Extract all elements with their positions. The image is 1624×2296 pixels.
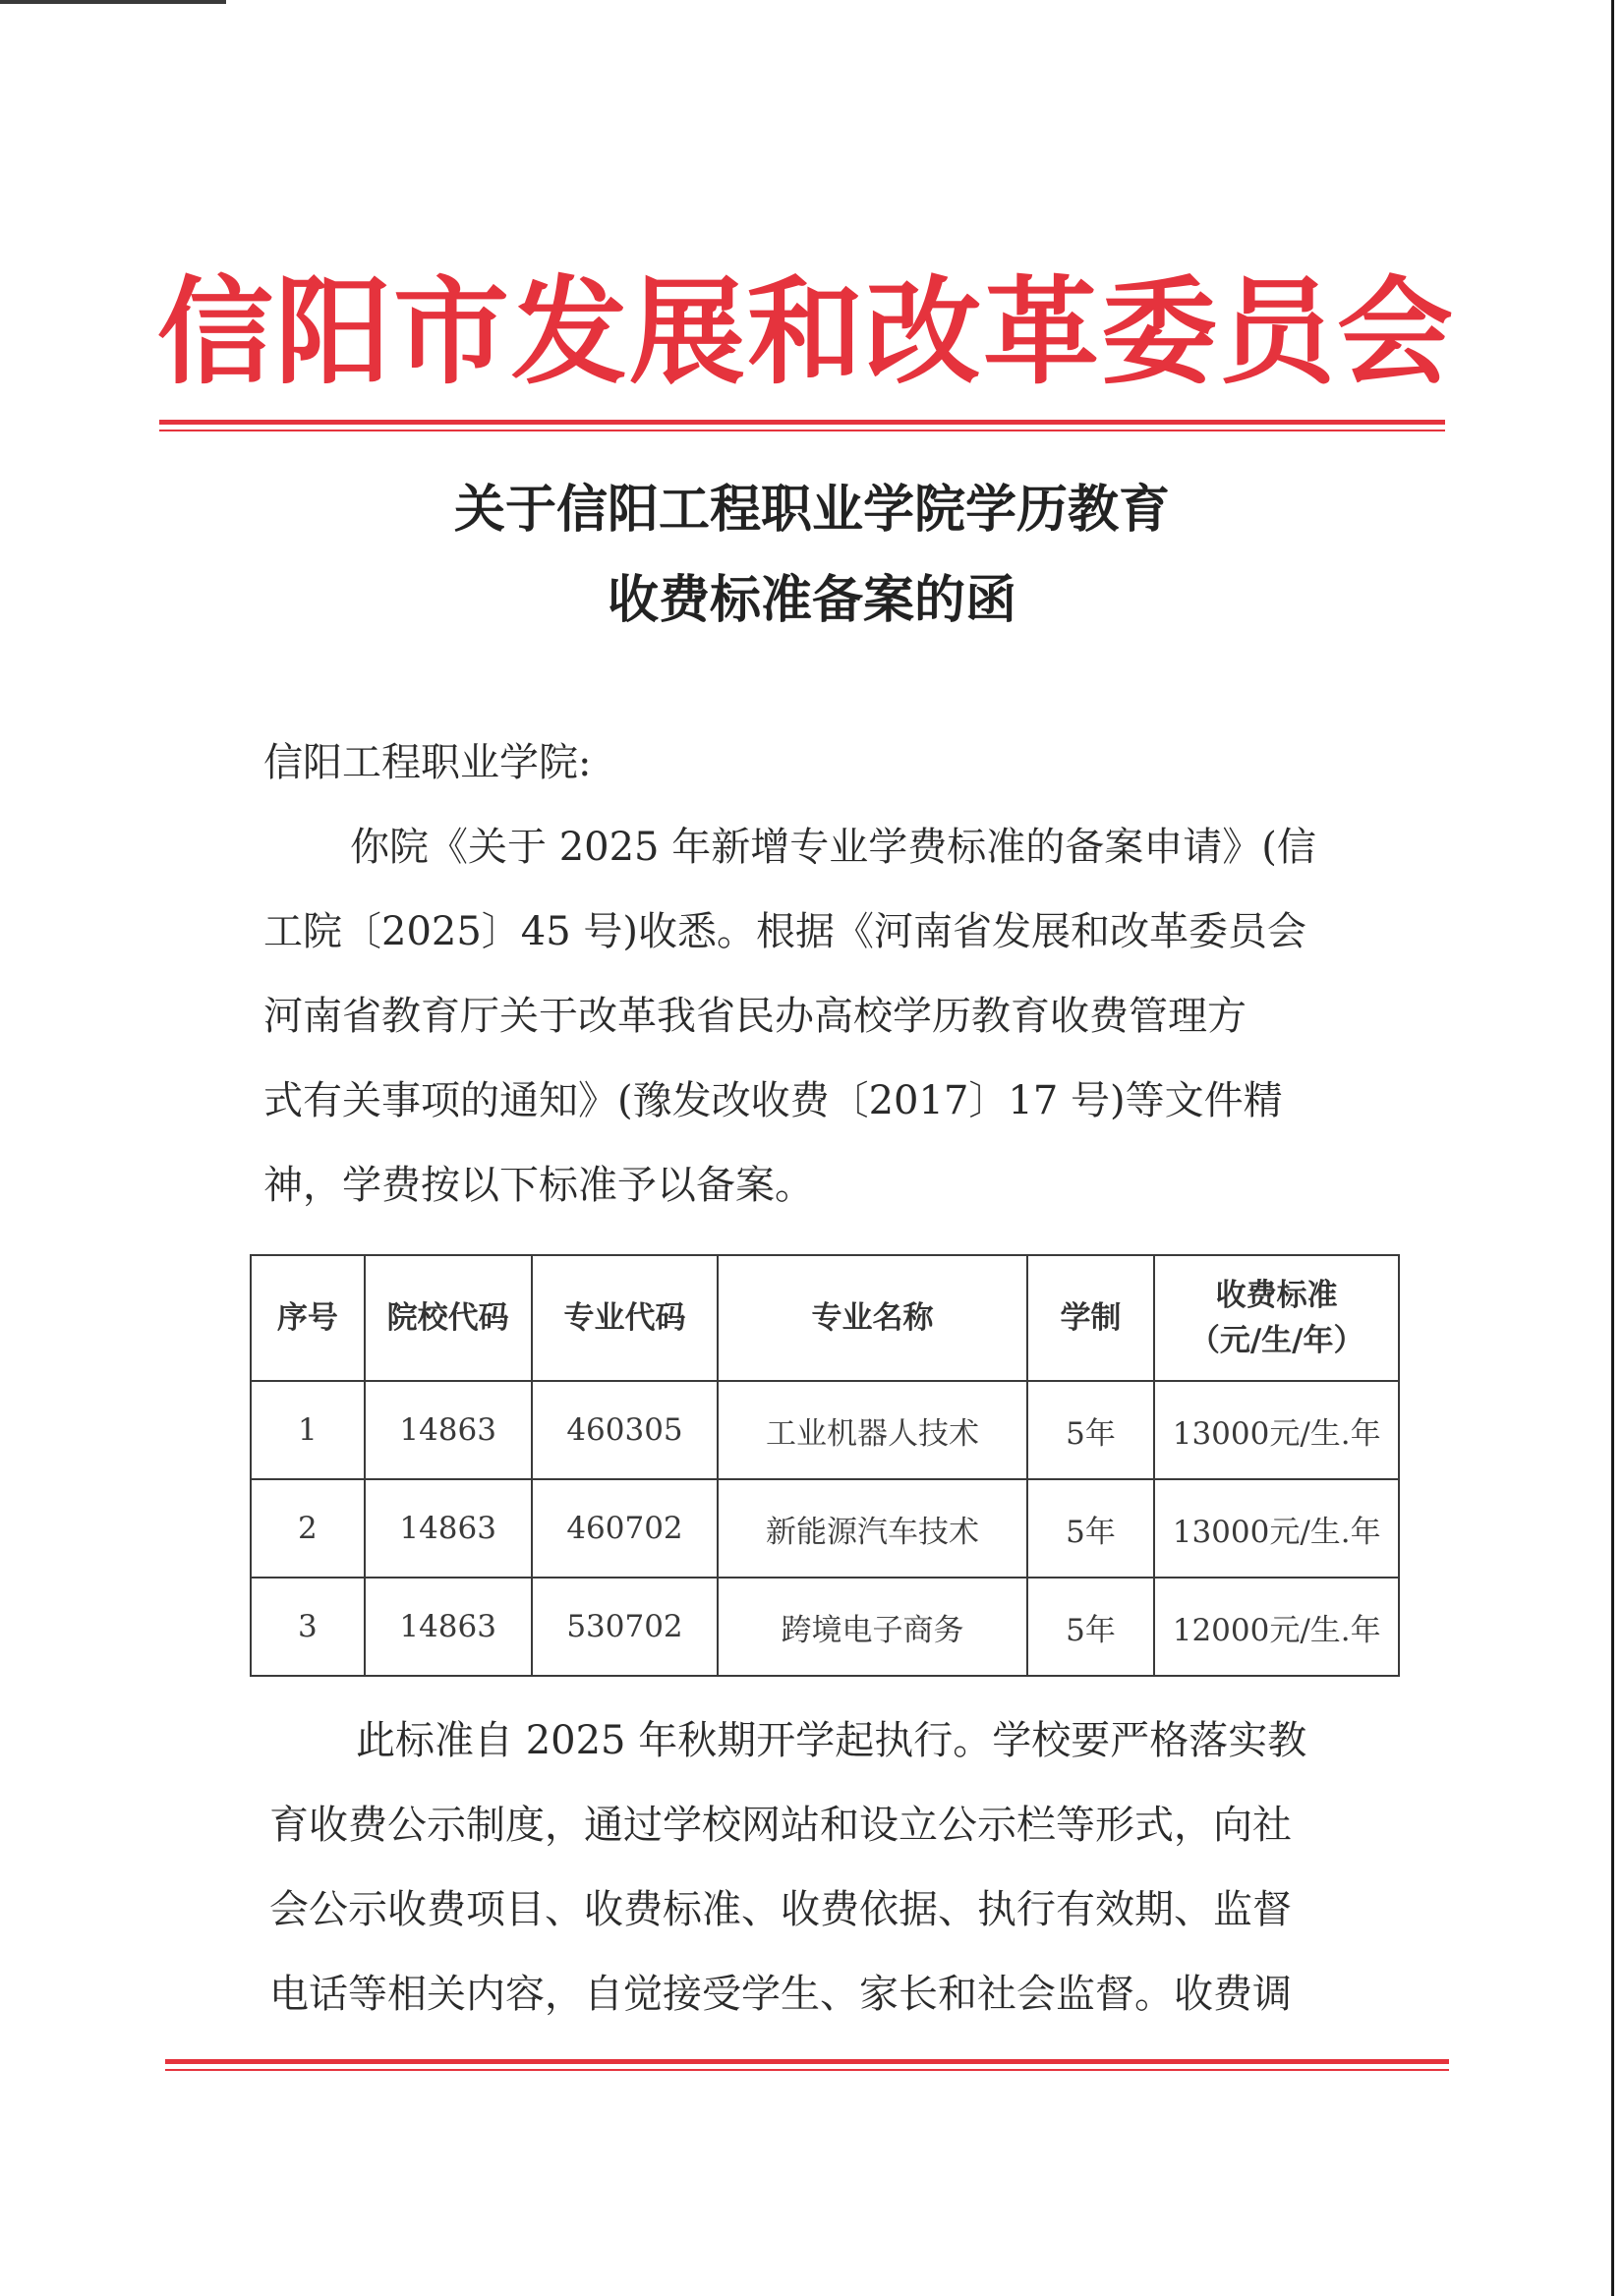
- table-row: [251, 1381, 1399, 1479]
- paragraph-1-line: 式有关事项的通知》(豫发改收费〔2017〕17 号)等文件精: [263, 1078, 1283, 1123]
- cell-school-code: 14863: [365, 1381, 532, 1479]
- paragraph-2-line: 育收费公示制度，通过学校网站和设立公示栏等形式，向社: [269, 1803, 1292, 1848]
- cell-major-name: 跨境电子商务: [718, 1578, 1026, 1676]
- cell-seq: 3: [251, 1578, 365, 1676]
- cell-fee: 13000元/生.年: [1154, 1479, 1399, 1578]
- cell-fee: 12000元/生.年: [1154, 1578, 1399, 1676]
- header-red-rule: [159, 420, 1445, 425]
- cell-fee: 13000元/生.年: [1154, 1381, 1399, 1479]
- header-major-code: 专业代码: [532, 1255, 719, 1381]
- fee-standard-table: [250, 1254, 1400, 1677]
- header-seq: 序号: [251, 1255, 365, 1381]
- table-row: [251, 1479, 1399, 1578]
- header-duration: 学制: [1027, 1255, 1155, 1381]
- footer-red-rule: [165, 2059, 1449, 2064]
- scan-edge-top: [0, 0, 226, 4]
- cell-major-code: 460305: [532, 1381, 719, 1479]
- paragraph-1-line: 你院《关于 2025 年新增专业学费标准的备案申请》(信: [350, 825, 1316, 870]
- cell-duration: 5年: [1027, 1479, 1155, 1578]
- paragraph-2-line: 会公示收费项目、收费标准、收费依据、执行有效期、监督: [269, 1887, 1292, 1932]
- header-major-name: 专业名称: [718, 1255, 1026, 1381]
- cell-major-code: 530702: [532, 1578, 719, 1676]
- cell-school-code: 14863: [365, 1479, 532, 1578]
- header-school-code: 院校代码: [365, 1255, 532, 1381]
- paragraph-1-line: 河南省教育厅关于改革我省民办高校学历教育收费管理方: [263, 994, 1247, 1039]
- cell-duration: 5年: [1027, 1381, 1155, 1479]
- document-title-line2: 收费标准备案的函: [607, 570, 1016, 630]
- table-row: [251, 1578, 1399, 1676]
- document-title-line1: 关于信阳工程职业学院学历教育: [453, 480, 1170, 540]
- header-fee-line2: （元/生/年）: [1189, 1323, 1364, 1358]
- footer-red-rule-thin: [165, 2069, 1449, 2071]
- header-fee-line1: 收费标准: [1215, 1278, 1338, 1313]
- paragraph-1-line: 神，学费按以下标准予以备案。: [263, 1163, 814, 1208]
- cell-major-code: 460702: [532, 1479, 719, 1578]
- addressee: 信阳工程职业学院:: [263, 740, 592, 785]
- paragraph-2-line: 此标准自 2025 年秋期开学起执行。学校要严格落实教: [356, 1718, 1307, 1763]
- cell-major-name: 工业机器人技术: [718, 1381, 1026, 1479]
- header-fee: [1154, 1255, 1399, 1381]
- table-header-row: [251, 1255, 1399, 1381]
- cell-major-name: 新能源汽车技术: [718, 1479, 1026, 1578]
- cell-seq: 2: [251, 1479, 365, 1578]
- cell-seq: 1: [251, 1381, 365, 1479]
- paragraph-1-line: 工院〔2025〕45 号)收悉。根据《河南省发展和改革委员会: [263, 909, 1307, 954]
- scan-edge-right: [1611, 0, 1614, 2296]
- organization-header: 信阳市发展和改革委员会: [157, 263, 1456, 400]
- header-red-rule-thin: [159, 430, 1445, 431]
- cell-duration: 5年: [1027, 1578, 1155, 1676]
- cell-school-code: 14863: [365, 1578, 532, 1676]
- paragraph-2-line: 电话等相关内容，自觉接受学生、家长和社会监督。收费调: [269, 1972, 1292, 2017]
